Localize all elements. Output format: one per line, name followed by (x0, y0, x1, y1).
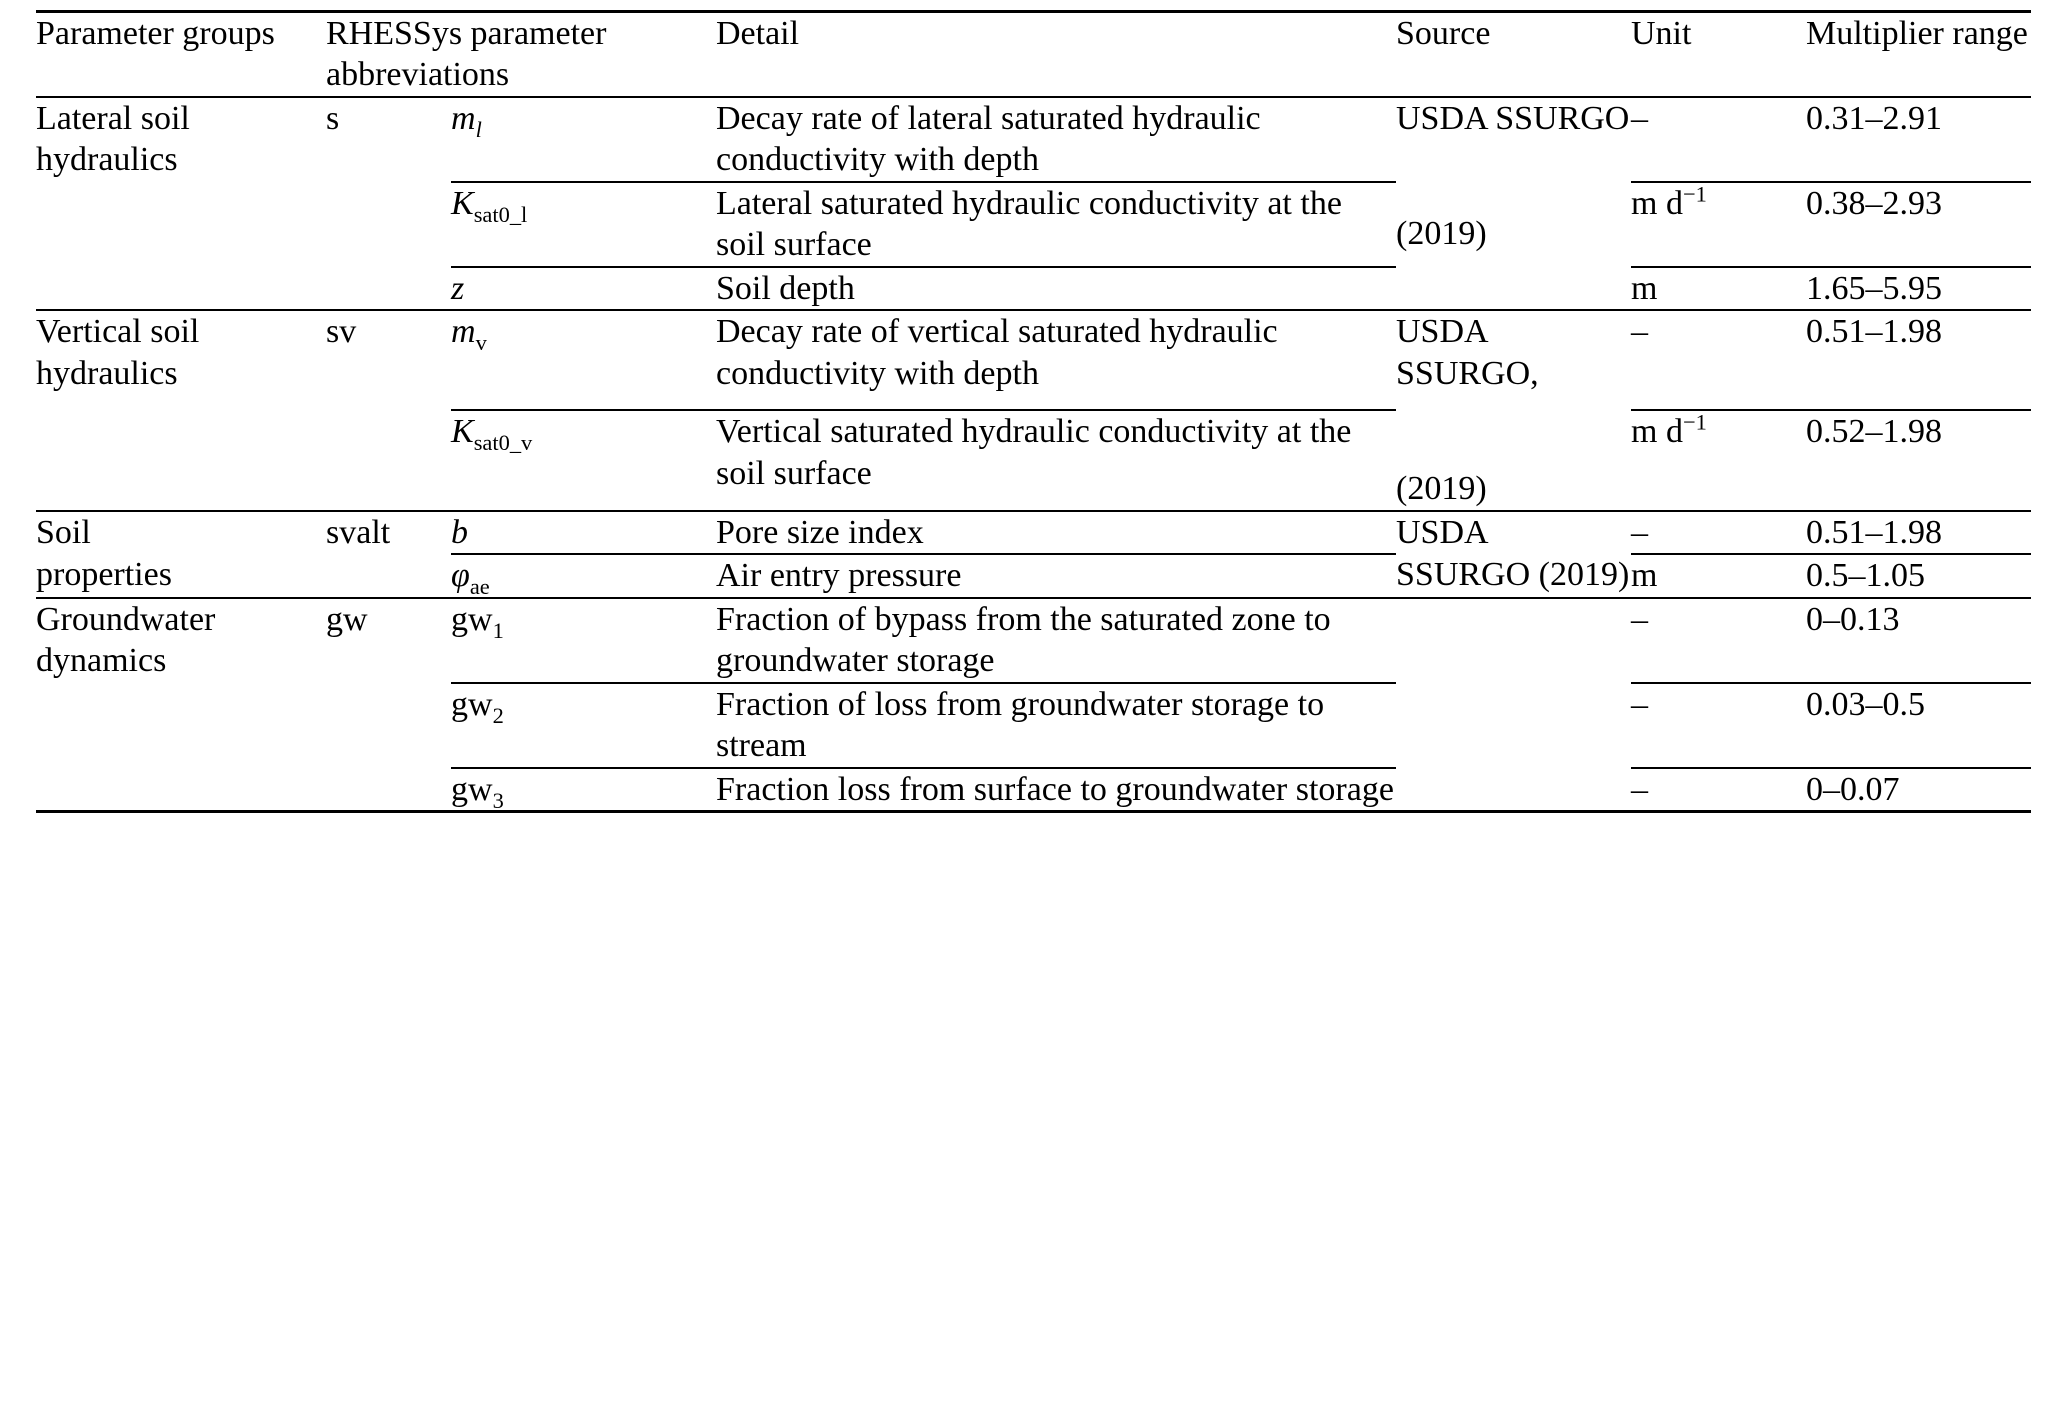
bottom-rule (36, 811, 2031, 813)
source-cell: USDA (1396, 511, 1631, 554)
group-abbrev: sv (326, 310, 451, 510)
multiplier-cell: 0–0.07 (1806, 768, 2031, 812)
multiplier-cell: 0.51–1.98 (1806, 511, 2031, 554)
parameter-symbol: $\varphi_{ae}$ (451, 554, 716, 597)
parameter-symbol: $K_{sat0\_l}$ (451, 182, 716, 267)
unit-cell: m (1631, 554, 1806, 597)
header-detail: Detail (716, 12, 1396, 97)
group-groundwater-dynamics (36, 598, 2031, 813)
parameter-detail: Fraction loss from surface to groundwater storage (716, 768, 1396, 812)
multiplier-cell: 0–0.13 (1806, 598, 2031, 683)
header-row (36, 12, 2031, 97)
parameter-detail: Air entry pressure (716, 554, 1396, 597)
unit-cell: – (1631, 99, 1648, 137)
parameter-symbol: $m_l$ (451, 99, 482, 142)
group-name: Soil (36, 511, 326, 554)
group-vertical-soil-hydraulics (36, 310, 2031, 510)
table-row (36, 554, 2031, 597)
source-line-2: (2019) (1396, 470, 1487, 508)
parameter-detail: Fraction of loss from groundwater storage to stream (716, 683, 1396, 768)
header-unit: Unit (1631, 12, 1806, 97)
table-row (36, 310, 2031, 410)
table-row (36, 598, 2031, 683)
header-rhessys-abbrev: RHESSys parameter abbreviations (326, 12, 716, 97)
parameter-table (36, 10, 2031, 813)
parameter-symbol: $gw_1$ (451, 598, 716, 683)
group-name: Vertical soil hydraulics (36, 310, 326, 510)
multiplier-cell: 0.31–2.91 (1806, 99, 1942, 137)
source-line-2: (2019) (1396, 215, 1487, 253)
parameter-symbol: b (451, 511, 716, 554)
multiplier-cell: 0.03–0.5 (1806, 683, 2031, 768)
group-name: Lateral soil hydraulics (36, 99, 190, 179)
parameter-detail: Decay rate of vertical saturated hydraulic conductivity with depth (716, 310, 1396, 410)
group-name: Groundwater dynamics (36, 598, 326, 812)
unit-cell: – (1631, 768, 1806, 812)
group-soil-properties (36, 511, 2031, 598)
parameter-detail: Vertical saturated hydraulic conductivity at the soil surface (716, 410, 1396, 510)
unit-cell: – (1631, 511, 1806, 554)
multiplier-cell: 0.52–1.98 (1806, 410, 2031, 510)
header-source: Source (1396, 12, 1631, 97)
unit-cell: m $d^{-1}$ (1631, 182, 1806, 267)
parameter-detail: Decay rate of lateral saturated hydraulic conductivity with depth (716, 99, 1261, 179)
multiplier-cell: 1.65–5.95 (1806, 267, 2031, 310)
table-row (36, 97, 2031, 182)
source-line-1: USDA SSURGO, (1396, 313, 1539, 392)
parameter-symbol: $gw_2$ (451, 683, 716, 768)
group-lateral-soil-hydraulics (36, 97, 2031, 310)
unit-cell: – (1631, 683, 1806, 768)
parameter-symbol: $m_v$ (451, 310, 716, 410)
group-abbrev: s (326, 99, 340, 137)
source-line-1: USDA SSURGO (1396, 99, 1630, 137)
header-multiplier-range: Multiplier range (1806, 12, 2031, 97)
group-abbrev-cont (326, 554, 451, 597)
source-cell (1396, 97, 1631, 310)
multiplier-cell: 0.51–1.98 (1806, 310, 2031, 410)
parameter-symbol: $K_{sat0\_v}$ (451, 410, 716, 510)
table-row (36, 511, 2031, 554)
multiplier-cell: 0.38–2.93 (1806, 182, 2031, 267)
unit-cell: – (1631, 598, 1806, 683)
header-parameter-groups: Parameter groups (36, 12, 326, 97)
multiplier-cell: 0.5–1.05 (1806, 554, 2031, 597)
parameter-detail: Fraction of bypass from the saturated zone to groundwater storage (716, 598, 1396, 683)
source-cell (1396, 310, 1631, 510)
source-cell: SSURGO (2019) (1396, 556, 1630, 594)
table-bottom-rule (36, 811, 2031, 813)
group-abbrev: svalt (326, 511, 451, 554)
group-abbrev: gw (326, 598, 451, 812)
parameter-symbol: $gw_3$ (451, 768, 716, 812)
table-header (36, 12, 2031, 97)
parameter-detail: Lateral saturated hydraulic conductivity at the soil surface (716, 182, 1396, 267)
unit-cell: m (1631, 267, 1806, 310)
parameter-symbol: z (451, 267, 716, 310)
parameter-detail: Soil depth (716, 267, 1396, 310)
group-name-cont: properties (36, 556, 172, 594)
unit-cell: – (1631, 310, 1806, 410)
unit-cell: m $d^{-1}$ (1631, 410, 1806, 510)
source-cell (1396, 598, 1631, 812)
parameter-detail: Pore size index (716, 511, 1396, 554)
